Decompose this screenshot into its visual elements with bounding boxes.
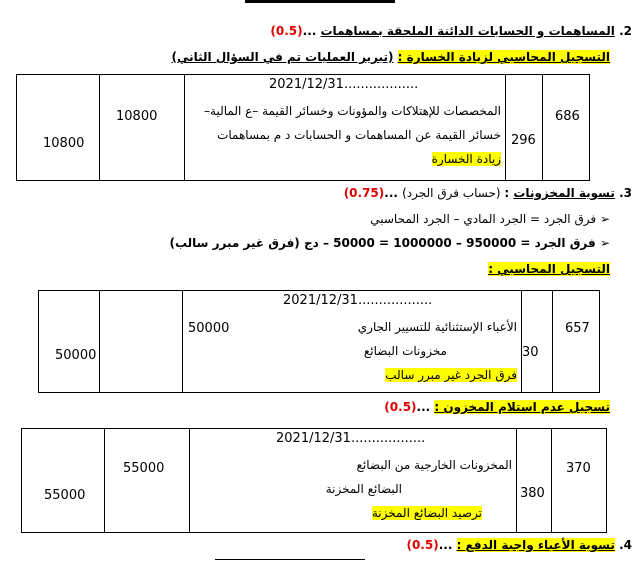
top-rule [245,0,395,3]
debit-amount-col [105,429,190,533]
credit-amount: 55000 [44,488,86,503]
bullet-2 [169,236,610,250]
credit-amount: 50000 [55,348,97,363]
entry-date-line [276,431,425,446]
score: (0.5) [270,24,303,38]
entry-lines [358,315,517,387]
entry-date: 2021/12/31 [283,293,358,308]
entry-lines [326,453,512,525]
bullet-1 [370,212,610,226]
dots: ... [438,538,457,552]
entry-note: ترصيد البضائع المخزنة [371,506,482,520]
dots: .................. [357,293,433,308]
bullet-arrow-icon: ➢ [599,212,610,226]
debit-amount: 10800 [116,109,158,124]
section-number: 4. [619,538,632,552]
debit-account-col [553,291,600,393]
credit-account: 296 [511,133,536,148]
debit-label: المخزونات الخارجية من البضائع [356,458,512,472]
debit-amount-col [100,291,230,393]
journal-entry-1 [16,74,590,181]
credit-account-col [506,75,543,181]
entry-date: 2021/12/31 [276,431,351,446]
section-3-subheading [488,262,610,276]
score: (0.5) [384,400,417,414]
colon: : [504,186,514,200]
subheading: التسجيل المحاسبي لزيادة الخسارة : [397,50,610,64]
journal-entry-2 [38,290,600,393]
debit-label: المخصصات للإهتلاكات والمؤونات وخسائر القيمة –ع المالية– [204,104,501,118]
bottom-rule [215,559,365,560]
section-4-heading [406,538,632,552]
entry-lines [204,99,501,171]
section-2-heading [270,24,632,38]
entry-note: فرق الجرد غير مبرر سالب [385,368,517,382]
section-number: 2. [619,24,632,38]
credit-account: 380 [520,486,545,501]
credit-amount-col [22,429,105,533]
paren: (حساب فرق الجرد) [402,186,505,200]
dots: ... [416,400,435,414]
debit-account-col [552,429,607,533]
debit-label: الأعباء الإستثنائية للتسيير الجاري [357,320,517,334]
section-title: المساهمات و الحسابات الدائنة الملحقة بمساهمات [320,24,615,38]
section-3-sub2-heading [384,400,610,414]
section-title: تسوية الأعباء واجبة الدفع : [456,538,615,552]
entry-date-line [269,77,418,92]
dots: ... [302,24,321,38]
credit-amount: 10800 [43,136,85,151]
subnote: (تبرير العمليات تم في السؤال الثاني) [171,50,394,64]
dots: .................. [350,431,426,446]
bullet-text: فرق الجرد = الجرد المادي – الجرد المحاسبي [370,212,597,226]
description-col [190,429,517,533]
credit-account: 30 [522,345,539,360]
credit-label: البضائع المخزنة [325,482,402,496]
credit-amount-col [39,291,100,393]
dots: ... [384,186,403,200]
score: (0.5) [406,538,439,552]
section-number: 3. [619,186,632,200]
section-2-subheading [171,50,610,64]
credit-account-col [522,291,553,393]
debit-account: 657 [565,321,590,336]
debit-amount: 55000 [123,461,165,476]
debit-account-col [543,75,590,181]
description-col [183,291,522,393]
entry-date: 2021/12/31 [269,77,344,92]
entry-note: زيادة الخسارة [431,152,501,166]
debit-account: 370 [566,461,591,476]
score: (0.75) [343,186,385,200]
credit-label: خسائر القيمة عن المساهمات و الحسابات د م بمساهمات [217,128,501,142]
dots: .................. [343,77,419,92]
journal-entry-3 [21,428,607,533]
debit-amount: 50000 [188,321,230,336]
subheading: تسجيل عدم استلام المخزون : [434,400,610,414]
debit-amount-col [100,75,185,181]
bullet-arrow-icon: ➢ [599,236,610,250]
bullet-text: فرق الجرد = 950000 – 1000000 = 50000 – دج (فرق غير مبرر سالب) [169,236,596,250]
debit-account: 686 [555,109,580,124]
entry-date-line [283,293,432,308]
subheading: التسجيل المحاسبي : [488,262,610,276]
description-col [185,75,506,181]
section-3-heading [344,186,632,200]
credit-amount-col [17,75,100,181]
credit-account-col [517,429,552,533]
section-title: تسوية المخزونات [513,186,615,200]
credit-label: مخزونات البضائع [363,344,447,358]
